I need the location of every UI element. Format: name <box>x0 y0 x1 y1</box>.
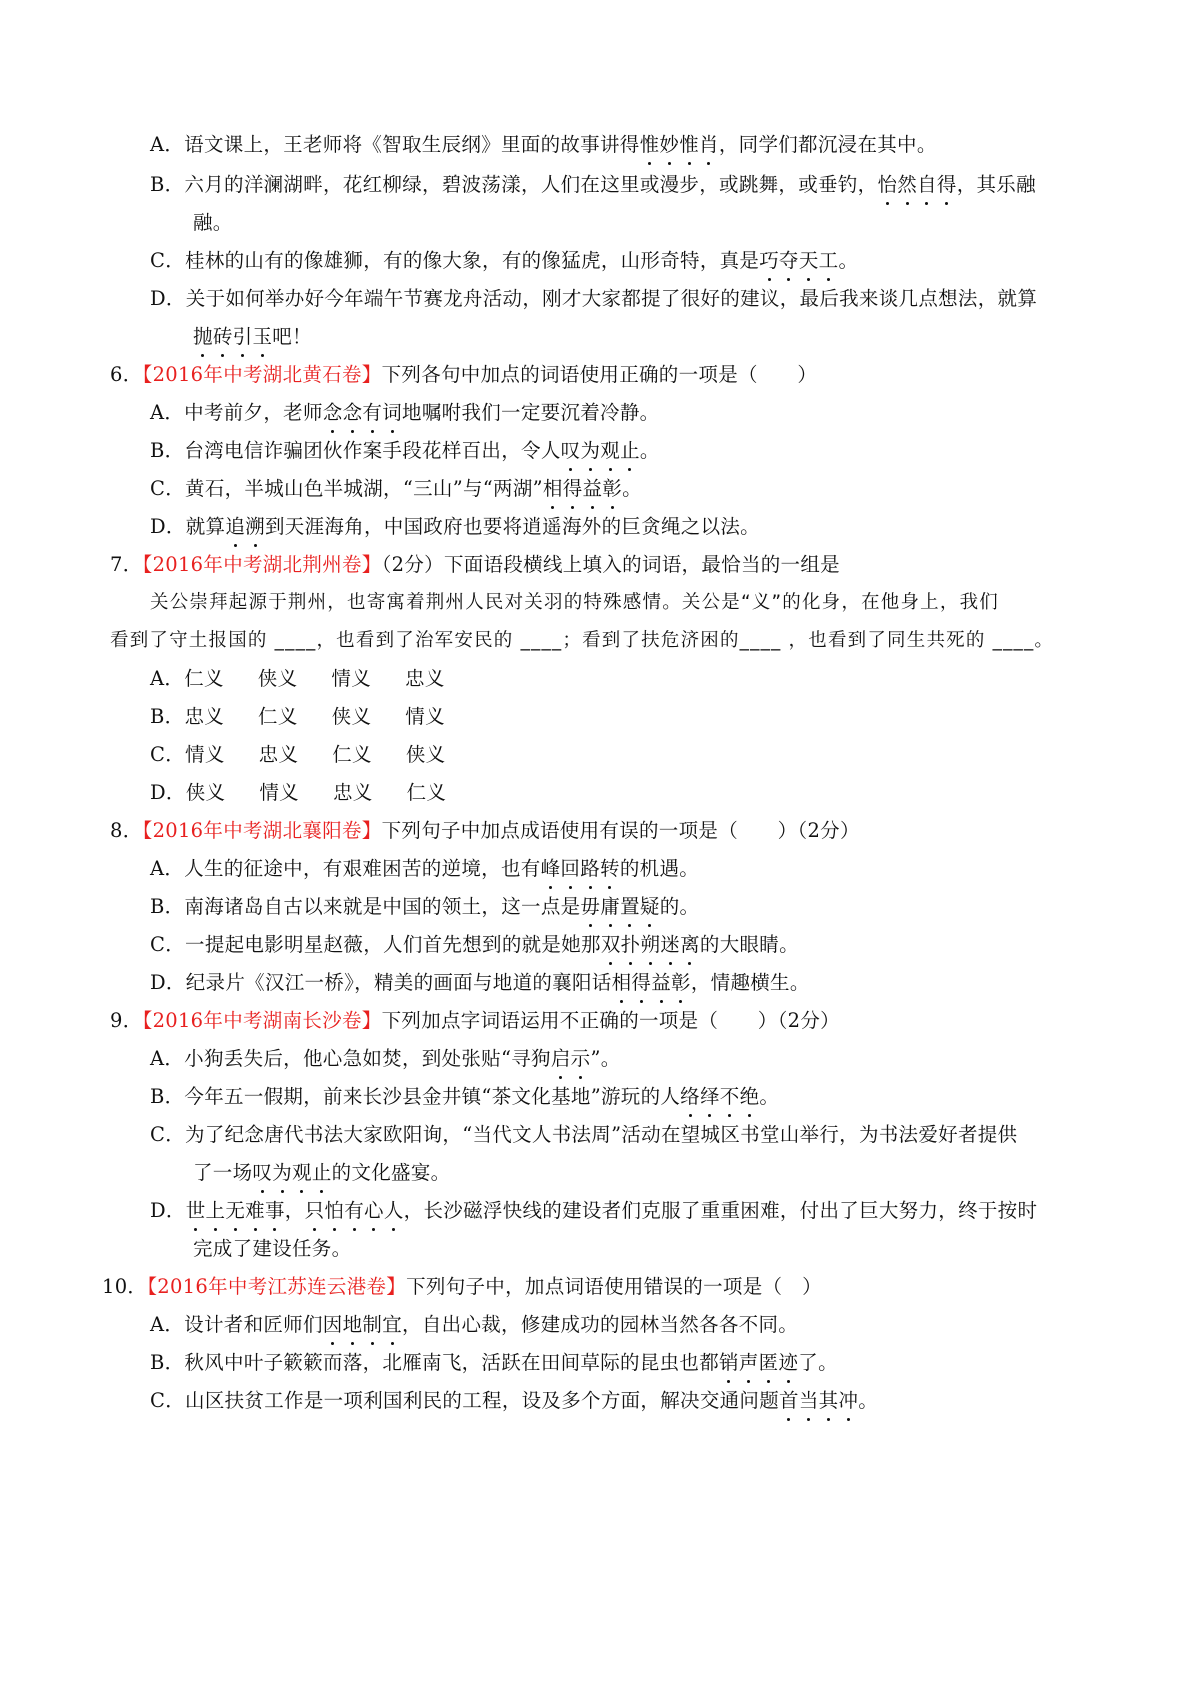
emphasis-char: 止 <box>311 1161 332 1184</box>
q8-option-d <box>150 970 810 996</box>
option-text: A．语文课上，王老师将《智取生辰纲》里面的故事讲得 <box>150 133 640 156</box>
q7-option-b <box>150 704 479 730</box>
emphasis-char: 叹 <box>560 439 581 462</box>
emphasis-char: 冲 <box>838 1389 859 1412</box>
q7-stem <box>110 552 840 578</box>
emphasis-char: 声 <box>738 1351 759 1374</box>
q9-stem <box>110 1008 840 1034</box>
option-word: 情义 <box>405 705 445 728</box>
option-word: 忠义 <box>332 781 373 804</box>
option-word: 仁义 <box>184 667 224 690</box>
question-source: 【2016年中考湖北荆州卷】 <box>142 553 382 576</box>
question-number: 10． <box>102 1275 148 1298</box>
emphasis-char: 得 <box>936 173 957 196</box>
emphasis-char: 只 <box>304 1199 325 1222</box>
q5-option-c <box>150 248 858 274</box>
emphasis-char: ， <box>284 1199 305 1222</box>
dotted-phrase <box>680 1085 759 1108</box>
dotted-phrase <box>561 439 640 462</box>
option-text-end: 地嘱咐我们一定要沉着冷静。 <box>402 401 660 424</box>
dotted-phrase <box>601 933 700 956</box>
emphasis-char: 当 <box>798 1389 819 1412</box>
option-word: 侠义 <box>185 781 226 804</box>
emphasis-char: 双 <box>600 933 621 956</box>
emphasis-char: 示 <box>570 1047 591 1070</box>
emphasis-char: 回 <box>560 857 581 880</box>
dotted-phrase <box>323 1313 402 1336</box>
emphasis-char: 路 <box>580 857 601 880</box>
option-text: C．山区扶贫工作是一项利国利民的工程，设及多个方面，解决交通问题 <box>150 1389 780 1412</box>
q6-option-b <box>150 438 660 464</box>
q8-option-a <box>150 856 699 882</box>
q5-option-a <box>150 132 937 158</box>
question-stem: （2分）下面语段横线上填入的词语，最恰当的一组是 <box>381 553 840 576</box>
option-text: B．秋风中叶子簌簌而落，北雁南飞，活跃在田间草际的昆虫也都 <box>150 1351 720 1374</box>
emphasis-char: 匿 <box>758 1351 779 1374</box>
option-word: 仁义 <box>406 781 447 804</box>
option-text-end: 了。 <box>798 1351 838 1374</box>
option-word: 情义 <box>331 667 372 690</box>
emphasis-char: 制 <box>362 1313 383 1336</box>
emphasis-char: 得 <box>562 477 583 500</box>
emphasis-char: 人 <box>383 1199 404 1222</box>
q5-option-b-cont: 融。 <box>193 211 233 234</box>
q8-option-c <box>150 932 799 958</box>
emphasis-char: 地 <box>342 1313 363 1336</box>
dotted-phrase <box>612 971 691 994</box>
q9-option-a <box>150 1046 621 1072</box>
dotted-phrase <box>551 1047 591 1070</box>
question-number: 8． <box>110 819 143 842</box>
emphasis-char: 引 <box>232 325 253 348</box>
dotted-phrase <box>877 173 956 196</box>
emphasis-char: 追 <box>225 515 246 538</box>
emphasis-char: 峰 <box>540 857 561 880</box>
option-text: A．人生的征途中，有艰难困苦的逆境，也有 <box>150 857 541 880</box>
emphasis-char: 观 <box>600 439 621 462</box>
emphasis-char: 首 <box>779 1389 799 1412</box>
option-text: B．台湾电信诈骗团伙作案手段花样百出，令人 <box>150 439 561 462</box>
emphasis-char: 销 <box>719 1351 739 1374</box>
emphasis-char: 叹 <box>252 1161 273 1184</box>
q8-option-b <box>150 894 699 920</box>
emphasis-char: 相 <box>542 477 563 500</box>
emphasis-char: 为 <box>272 1161 293 1184</box>
q7-passage-line-1: 关公崇拜起源于荆州，也寄寓着荆州人民对关羽的特殊感情。关公是“义”的化身，在他身上，我们 <box>150 592 999 613</box>
q9-option-c: C．为了纪念唐代书法大家欧阳询，“当代文人书法周”活动在望城区书堂山举行，为书法爱好者提供 <box>150 1123 1018 1146</box>
q7-option-d <box>150 780 480 806</box>
emphasis-char: 迹 <box>778 1351 799 1374</box>
option-word: 仁义 <box>332 743 372 766</box>
emphasis-char: 肖 <box>699 133 719 156</box>
q5-option-d-cont <box>193 324 312 350</box>
emphasis-char: 离 <box>680 933 700 956</box>
question-number: 7． <box>110 553 143 576</box>
option-text: C．桂林的山有的像雄狮，有的像大象，有的像猛虎，山形奇特，真是 <box>150 249 760 272</box>
option-text-end: 的。 <box>659 895 700 918</box>
emphasis-char: 毋 <box>580 895 601 918</box>
dotted-phrase <box>541 857 620 880</box>
q9-option-b <box>150 1084 779 1110</box>
q10-option-c <box>150 1388 878 1414</box>
q6-option-a <box>150 400 659 426</box>
emphasis-char: 夺 <box>779 249 799 272</box>
emphasis-char: 观 <box>292 1161 312 1184</box>
emphasis-char: 无 <box>225 1199 246 1222</box>
q7-option-a <box>150 666 479 692</box>
emphasis-char: 世 <box>185 1199 206 1222</box>
emphasis-char: 益 <box>582 477 603 500</box>
emphasis-char: 惟 <box>679 133 700 156</box>
option-text-end: ，其乐融 <box>956 173 1036 196</box>
option-text-end: 的大眼睛。 <box>699 933 799 956</box>
option-text-end: 到天涯海角，中国政府也要将逍遥海外的巨贪绳之以法。 <box>264 515 760 538</box>
emphasis-char: 庸 <box>600 895 621 918</box>
dotted-phrase <box>580 895 659 918</box>
dotted-phrase <box>640 133 719 156</box>
option-word: 侠义 <box>331 705 372 728</box>
emphasis-char: 宜 <box>382 1313 403 1336</box>
emphasis-char: 疑 <box>639 895 660 918</box>
option-word: 忠义 <box>184 705 225 728</box>
option-text-end: 的文化盛宴。 <box>331 1161 451 1184</box>
option-text-end: 。 <box>838 249 859 272</box>
option-label: B． <box>150 705 185 728</box>
q10-option-b <box>150 1350 838 1376</box>
dotted-phrase <box>759 249 838 272</box>
option-text: 了一场 <box>193 1161 253 1184</box>
option-words <box>184 704 478 730</box>
emphasis-char: 朔 <box>640 933 661 956</box>
emphasis-char: 惟 <box>639 133 660 156</box>
emphasis-char: 得 <box>631 971 652 994</box>
emphasis-char: 念 <box>322 401 343 424</box>
option-label: C． <box>150 743 186 766</box>
emphasis-char: 益 <box>651 971 672 994</box>
question-stem: 下列句子中加点成语使用有误的一项是（ ）（2分） <box>381 819 860 842</box>
option-text-end: ，同学们都沉浸在其中。 <box>718 133 937 156</box>
option-label: D． <box>150 781 186 804</box>
emphasis-char: 怡 <box>877 173 898 196</box>
emphasis-char: 有 <box>344 1199 365 1222</box>
emphasis-char: 绝 <box>739 1085 760 1108</box>
option-label: A． <box>150 667 185 690</box>
q6-option-c <box>150 476 642 502</box>
option-text: D．纪录片《汉江一桥》，精美的画面与地道的襄阳话 <box>150 971 612 994</box>
emphasis-char: 巧 <box>759 249 780 272</box>
dotted-phrase <box>186 1199 404 1222</box>
option-word: 忠义 <box>258 743 299 766</box>
option-text-end: 吧！ <box>272 325 312 348</box>
option-words <box>186 780 480 806</box>
question-stem: 下列句子中，加点词语使用错误的一项是（ ） <box>406 1275 822 1298</box>
q5-option-b <box>150 172 1036 198</box>
dotted-phrase <box>543 477 622 500</box>
emphasis-char: 相 <box>611 971 632 994</box>
question-stem: 下列加点字词语运用不正确的一项是（ ）（2分） <box>381 1009 840 1032</box>
emphasis-char: 怕 <box>324 1199 345 1222</box>
option-text: D． <box>150 1199 186 1222</box>
q9-option-c-cont <box>193 1160 450 1186</box>
option-text-end: ，自出心裁，修建成功的园林当然各各不同。 <box>402 1313 799 1336</box>
question-source: 【2016年中考湖北襄阳卷】 <box>142 819 382 842</box>
emphasis-char: 事 <box>264 1199 285 1222</box>
question-source: 【2016年中考江苏连云港卷】 <box>147 1275 407 1298</box>
emphasis-char: 转 <box>600 857 620 880</box>
option-text: D．就算 <box>150 515 226 538</box>
option-text-end: 的机遇。 <box>619 857 700 880</box>
option-text: B．南海诸岛自古以来就是中国的领土，这一点是 <box>150 895 581 918</box>
option-words <box>185 742 479 768</box>
option-word: 忠义 <box>405 667 445 690</box>
emphasis-char: 砖 <box>212 325 233 348</box>
emphasis-char: 彰 <box>671 971 691 994</box>
emphasis-char: 抛 <box>193 325 213 348</box>
option-text-end: 。 <box>639 439 660 462</box>
option-text: B．今年五一假期，前来长沙县金井镇“茶文化基地”游玩的人 <box>150 1085 681 1108</box>
q7-option-c <box>150 742 479 768</box>
option-text: A．设计者和匠师们 <box>150 1313 323 1336</box>
emphasis-char: 置 <box>620 895 640 918</box>
option-word: 侠义 <box>257 667 298 690</box>
q5-option-d: D．关于如何举办好今年端午节赛龙舟活动，刚才大家都提了很好的建议，最后我来谈几点想法，就算 <box>150 287 1038 310</box>
option-word: 仁义 <box>258 705 298 728</box>
dotted-phrase <box>323 401 402 424</box>
emphasis-char: 有 <box>362 401 383 424</box>
option-word: 侠义 <box>405 743 446 766</box>
q10-stem <box>102 1274 822 1300</box>
option-word: 情义 <box>259 781 299 804</box>
emphasis-char: 工 <box>818 249 839 272</box>
q8-stem <box>110 818 860 844</box>
dotted-phrase <box>719 1351 798 1374</box>
q6-stem <box>110 362 817 388</box>
dotted-phrase <box>193 325 272 348</box>
question-number: 6． <box>110 363 143 386</box>
emphasis-char: 扑 <box>620 933 641 956</box>
option-text-end: 。 <box>622 477 642 500</box>
q9-option-d <box>150 1198 1037 1224</box>
option-word: 情义 <box>185 743 225 766</box>
emphasis-char: 自 <box>917 173 937 196</box>
emphasis-char: 迷 <box>660 933 681 956</box>
question-source: 【2016年中考湖北黄石卷】 <box>142 363 382 386</box>
emphasis-char: 念 <box>342 401 363 424</box>
q7-passage-line-2: 看到了守土报国的 ____，也看到了治军安民的 ____；看到了扶危济困的____ ，也看到了同生共死的 ____。 <box>110 630 1055 651</box>
emphasis-char: 然 <box>897 173 918 196</box>
emphasis-char: 溯 <box>245 515 265 538</box>
dotted-phrase <box>779 1389 858 1412</box>
q6-option-d <box>150 514 760 540</box>
option-text: B．六月的洋澜湖畔，花红柳绿，碧波荡漾，人们在这里或漫步，或跳舞，或垂钓， <box>150 173 878 196</box>
q9-option-d-cont: 完成了建设任务。 <box>193 1237 352 1260</box>
emphasis-char: 上 <box>205 1199 226 1222</box>
question-source: 【2016年中考湖南长沙卷】 <box>142 1009 382 1032</box>
emphasis-char: 为 <box>580 439 601 462</box>
option-text-end: 。 <box>858 1389 879 1412</box>
emphasis-char: 止 <box>620 439 640 462</box>
dotted-phrase <box>225 515 265 538</box>
q10-option-a <box>150 1312 798 1338</box>
emphasis-char: 妙 <box>659 133 680 156</box>
option-text: A．中考前夕，老师 <box>150 401 323 424</box>
emphasis-char: 天 <box>798 249 819 272</box>
emphasis-char: 彰 <box>602 477 623 500</box>
emphasis-char: 玉 <box>252 325 273 348</box>
option-text: A．小狗丢失后，他心急如焚，到处张贴“寻狗 <box>150 1047 551 1070</box>
option-text: C．黄石，半城山色半城湖，“三山”与“两湖” <box>150 477 543 500</box>
emphasis-char: 不 <box>719 1085 740 1108</box>
emphasis-char: 难 <box>245 1199 265 1222</box>
emphasis-char: 词 <box>382 401 403 424</box>
emphasis-char: 其 <box>818 1389 839 1412</box>
option-text: C．一提起电影明星赵薇，人们首先想到的就是她那 <box>150 933 601 956</box>
option-text-end: ，情趣横生。 <box>690 971 810 994</box>
question-number: 9． <box>110 1009 143 1032</box>
emphasis-char: 绎 <box>699 1085 720 1108</box>
option-words <box>184 666 478 692</box>
question-stem: 下列各句中加点的词语使用正确的一项是（ ） <box>381 363 818 386</box>
option-text-end: ，长沙磁浮快线的建设者们克服了重重困难，付出了巨大努力，终于按时 <box>403 1199 1038 1222</box>
option-text-end: ”。 <box>590 1047 621 1070</box>
emphasis-char: 络 <box>680 1085 700 1108</box>
dotted-phrase <box>252 1161 331 1184</box>
emphasis-char: 因 <box>322 1313 343 1336</box>
emphasis-char: 心 <box>364 1199 384 1222</box>
emphasis-char: 启 <box>550 1047 571 1070</box>
option-text-end: 。 <box>759 1085 780 1108</box>
